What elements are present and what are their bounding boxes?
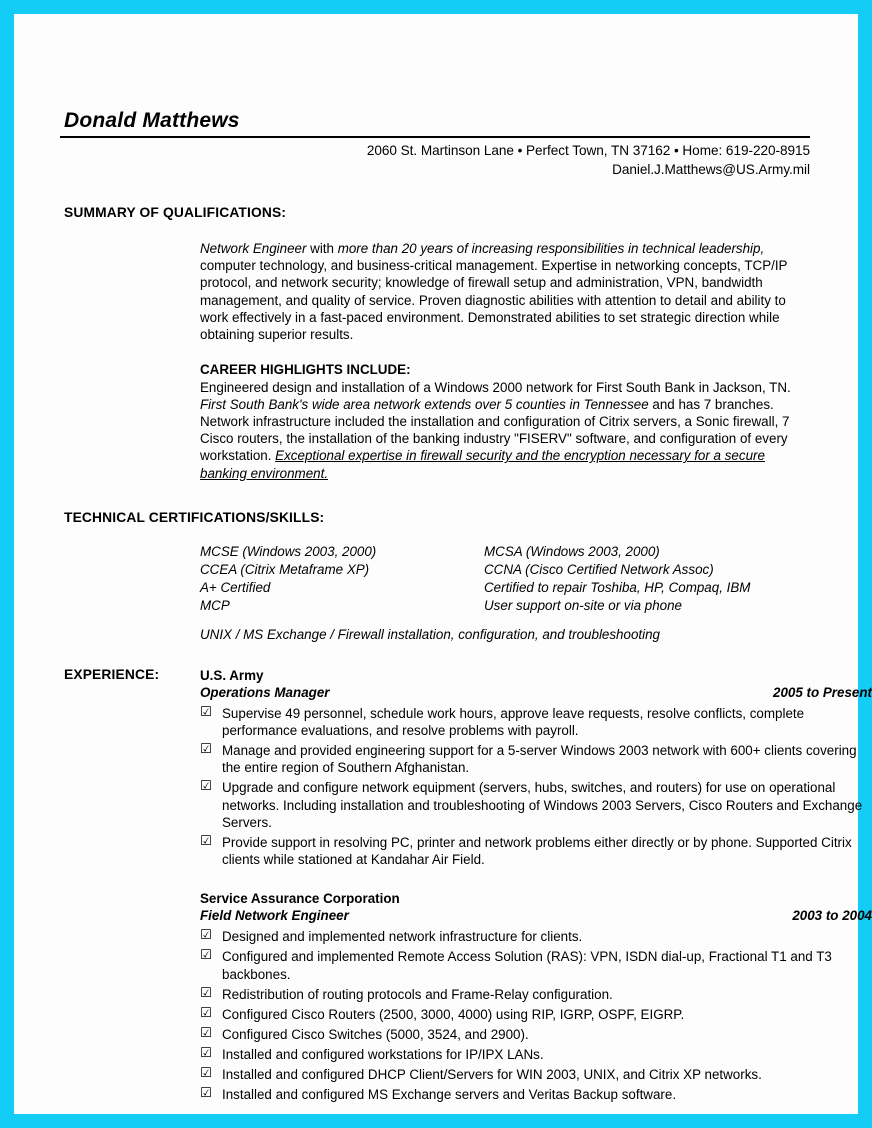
job-company: U.S. Army	[200, 667, 264, 683]
job-bullet-list	[200, 928, 872, 1103]
contact-email: Daniel.J.Matthews@US.Army.mil	[612, 161, 810, 177]
bullet-item	[200, 928, 872, 945]
job-bullet-list	[200, 705, 872, 868]
bullet-text: Upgrade and configure network equipment (servers, hubs, switches, and routers) for use on operational networks. Including installation and troubleshooting of Windows 2003 Servers, Cisco Routers and Exchange Servers.	[222, 780, 863, 830]
career-highlights-block	[200, 361, 810, 482]
bullet-text: Configured Cisco Switches (5000, 3524, and 2900).	[222, 1026, 529, 1042]
certifications-table	[200, 543, 820, 644]
checkbox-icon: ☑	[200, 985, 213, 1001]
experience-section	[60, 666, 872, 1103]
bullet-item	[200, 1086, 872, 1103]
career-highlights-heading: CAREER HIGHLIGHTS INCLUDE:	[200, 362, 411, 378]
summary-paragraph	[200, 240, 810, 343]
section-heading-technical: TECHNICAL CERTIFICATIONS/SKILLS:	[64, 509, 325, 525]
bullet-item	[200, 1046, 872, 1063]
summary-experience-italic: more than 20 years of increasing responsibilities in technical leadership,	[337, 241, 765, 257]
section-heading-summary: SUMMARY OF QUALIFICATIONS:	[64, 205, 287, 221]
bullet-text: Installed and configured DHCP Client/Servers for WIN 2003, UNIX, and Citrix XP networks.	[222, 1066, 762, 1082]
certification-left: MCSE (Windows 2003, 2000)	[200, 543, 377, 559]
resume-content	[60, 14, 872, 1103]
bullet-item	[200, 1066, 872, 1083]
experience-label: EXPERIENCE:	[64, 666, 160, 682]
certification-right: Certified to repair Toshiba, HP, Compaq, IBM	[484, 579, 751, 595]
bullet-text: Manage and provided engineering support for a 5-server Windows 2003 network with 600+ clients covering the entire region of Southern Afghanistan.	[222, 743, 857, 776]
certification-left: A+ Certified	[200, 579, 271, 595]
certification-row	[200, 597, 820, 615]
certification-right: User support on-site or via phone	[484, 597, 682, 613]
bullet-text: Installed and configured workstations for IP/IPX LANs.	[222, 1046, 544, 1062]
highlights-text-1: Engineered design and installation of a Windows 2000 network for First South Bank in Jackson, TN.	[200, 379, 791, 395]
summary-body-text: computer technology, and business-critical management. Expertise in networking concepts, TCP/IP protocol, and network security; knowledge of firewall setup and administration, VPN, bandwidth management, and quality of service. Proven diagnostic abilities with attention to detail and ability to work effectively in a fast-paced environment. Demonstrated abilities to set strategic direction while obtaining superior results.	[200, 258, 788, 343]
certification-left: CCEA (Citrix Metaframe XP)	[200, 561, 370, 577]
checkbox-icon: ☑	[200, 779, 213, 795]
job-dates: 2005 to Present	[773, 685, 872, 701]
job-entry	[200, 667, 872, 868]
job-title: Field Network Engineer	[200, 908, 349, 924]
checkbox-icon: ☑	[200, 1065, 213, 1081]
job-title: Operations Manager	[200, 685, 330, 701]
summary-role-italic: Network Engineer	[200, 241, 307, 257]
checkbox-icon: ☑	[200, 1085, 213, 1101]
bullet-text: Provide support in resolving PC, printer and network problems either directly or by phone. Supported Citrix clients while stationed at Kandahar Air Field.	[222, 834, 852, 867]
checkbox-icon: ☑	[200, 928, 213, 944]
job-title-row	[200, 907, 872, 925]
bullet-item	[200, 779, 872, 830]
bullet-item	[200, 705, 872, 739]
bullet-item	[200, 742, 872, 776]
highlights-text-2: and has 7 branches. Network infrastructure included the installation and configuration of Citrix servers, a Sonic firewall, 7 Cisco routers, the installation of the banking industry "FISERV" software, and configuration of every workstation.	[200, 396, 790, 464]
bullet-text: Redistribution of routing protocols and Frame-Relay configuration.	[222, 986, 613, 1002]
checkbox-icon: ☑	[200, 833, 213, 849]
bullet-text: Configured and implemented Remote Access Solution (RAS): VPN, ISDN dial-up, Fractional T1 and T3 backbones.	[222, 949, 832, 982]
job-entry	[200, 890, 872, 1103]
resume-page	[14, 14, 872, 1114]
summary-connector: with	[306, 241, 338, 257]
certification-row	[200, 543, 820, 561]
certification-full-line: UNIX / MS Exchange / Firewall installation, configuration, and troubleshooting	[200, 626, 660, 642]
contact-block	[60, 138, 810, 179]
job-title-row	[200, 684, 872, 702]
checkbox-icon: ☑	[200, 948, 213, 964]
highlights-italic-1: First South Bank's wide area network extends over 5 counties in Tennessee	[200, 396, 649, 412]
checkbox-icon: ☑	[200, 705, 213, 721]
candidate-name: Donald Matthews	[64, 109, 240, 132]
bullet-text: Configured Cisco Routers (2500, 3000, 4000) using RIP, IGRP, OSPF, EIGRP.	[222, 1006, 685, 1022]
bullet-text: Designed and implemented network infrastructure for clients.	[222, 929, 583, 945]
certification-left: MCP	[200, 597, 230, 613]
certification-right: CCNA (Cisco Certified Network Assoc)	[484, 561, 714, 577]
bullet-text: Installed and configured MS Exchange servers and Veritas Backup software.	[222, 1086, 677, 1102]
bullet-item	[200, 1006, 872, 1023]
bullet-item	[200, 948, 872, 982]
bullet-item	[200, 1026, 872, 1043]
checkbox-icon: ☑	[200, 1025, 213, 1041]
job-dates: 2003 to 2004	[792, 908, 872, 924]
checkbox-icon: ☑	[200, 742, 213, 758]
certification-right: MCSA (Windows 2003, 2000)	[484, 543, 660, 559]
bullet-item	[200, 986, 872, 1003]
checkbox-icon: ☑	[200, 1005, 213, 1021]
certification-row	[200, 579, 820, 597]
contact-address-line: 2060 St. Martinson Lane • Perfect Town, TN 37162 • Home: 619-220-8915	[366, 143, 810, 159]
certification-row	[200, 561, 820, 579]
checkbox-icon: ☑	[200, 1045, 213, 1061]
resume-header	[60, 14, 824, 179]
career-highlights-paragraph	[200, 379, 810, 482]
job-company: Service Assurance Corporation	[200, 890, 400, 906]
highlights-italic-underline: Exceptional expertise in firewall security and the encryption necessary for a secure banking environment.	[200, 448, 765, 481]
bullet-text: Supervise 49 personnel, schedule work hours, approve leave requests, resolve conflicts, complete performance evaluations, and resolve problems with payroll.	[222, 706, 805, 739]
bullet-item	[200, 834, 872, 868]
